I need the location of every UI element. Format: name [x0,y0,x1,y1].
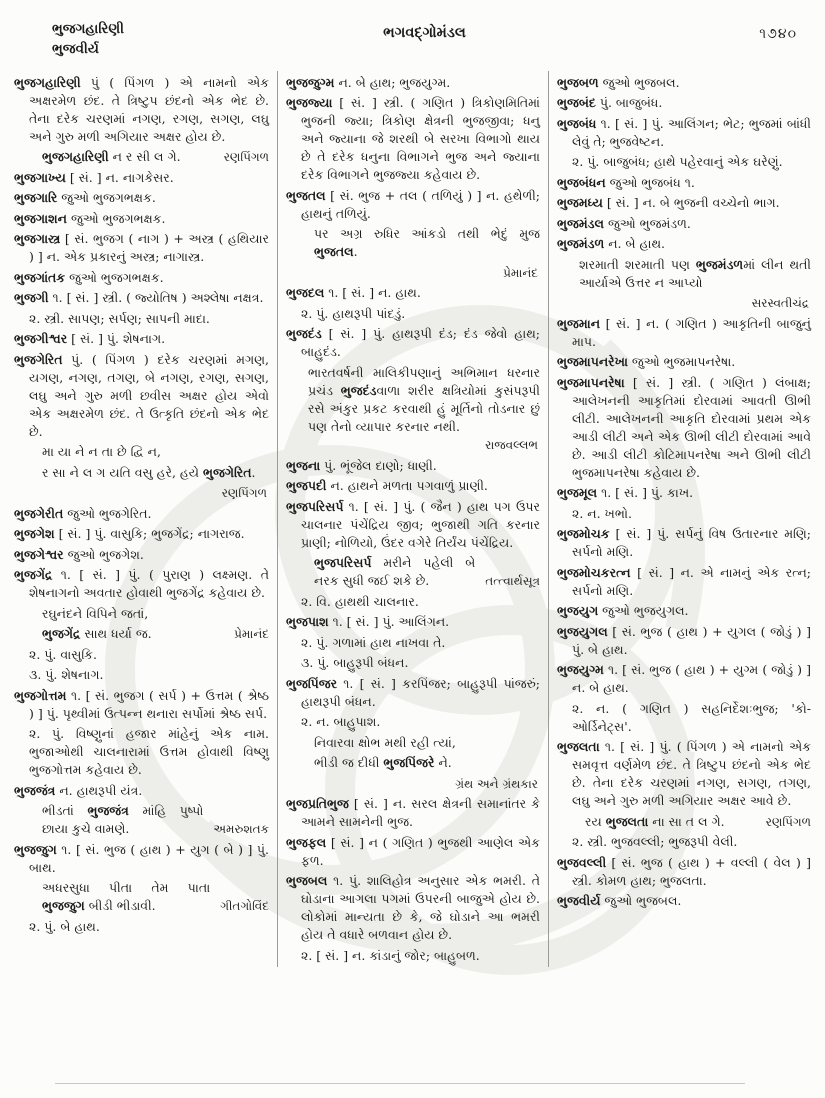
guide-words [52,20,272,59]
text-run: ન. બે હાથ; ભુજયુગ્મ. [334,74,451,90]
text-run: [ સં. ] ન. નાગકેસર. [65,169,174,185]
dict-entry [557,315,811,351]
dict-entry [557,525,811,561]
text-run: નિવારવા ક્ષોભ મથી રહી ત્યાં, [314,734,456,750]
text-run: ૨. પું. વાસુકિ. [29,646,97,662]
text-run: ૨. સ્ત્રી. ભુજવલ્લી; ભુજરૂપી વેલી. [572,834,738,850]
attribution-line [286,264,540,282]
headword: ભુજપ્રતિભુજ [286,796,349,812]
source-attribution: સરસ્વતીચંદ્ર [751,296,809,311]
text-run: ૨. પું. હાથરૂપી પાંદડું. [301,305,406,321]
text-run: ૧. [ સં. ] પું. આલિંગન; ભેટ; ભુજમાં બાંધી લેવું તે; ભુજવેષ્ટન. [572,115,811,149]
source-attribution: તત્ત્વાર્થસૂત્ર [485,573,540,588]
sense-line [286,947,540,965]
dict-entry [557,215,811,233]
text-run: સાથ ધર્યા જ. [80,626,152,642]
dict-entry [286,795,540,831]
headword: ભુજગીશ્વર [14,331,68,347]
headword: ભુજગાંતક [14,269,66,285]
headword: ભુજવલ્લી [557,854,607,870]
dict-entry [286,94,540,184]
sense-line [14,666,269,684]
sense-line [14,310,269,328]
text-run: ૨. પું. વિષ્ણુનાં હજાર માંહેનું એક નામ. ભુજાઓથી ચાલનારામાં ઉત્તમ હોવાથી વિષ્ણુ ભુજગોત્તમ કહેવાય છે. [29,726,269,778]
dict-entry [14,566,269,602]
dict-entry [557,374,811,482]
headword: ભુજમોચક [557,526,610,542]
dict-entry [14,330,269,348]
text-run: ન. બે હાથ. [604,236,666,252]
text-run: વાળા શરીર ક્ષત્રિયોમાં કુસંપરૂપી રસે અંકુર પ્રકટ કરવાથી હું મૂર્તિનો તોડનાર છું પણ તેનો વ્યાપાર કરનાર નથી. [308,382,540,434]
text-run: [ સં. ] ન. સરલ ક્ષેત્રની સમાનાંતર કે આમને સામનેની ભુજ. [301,796,540,830]
text-run: ૧. [ સં. ] પું. ( જૈન ) હાથ પગ ઉપર ચાલનાર પંચેંદ્રિય જીવ; ભુજાથી ગતિ કરનાર પ્રાણી; નોળિયો, ઉંદર વગેરે તિર્યંચ પંચેંદ્રિય. [301,498,540,550]
headword: ભુજપરિસર્પ [286,498,344,514]
headword: ભુજમોચકરત્ન [557,564,631,580]
attribution-line [308,436,540,454]
text-run: ૨. ન. બાહુપાશ. [301,714,381,730]
dict-entry [14,841,269,877]
dict-entry [14,210,269,228]
headword: ભુજમૂલ [557,485,598,501]
sense-line [14,725,269,779]
text-run: ન. હાથને મળતા પગવાળું પ્રાણી. [326,478,488,494]
headword: ભુજગાશન [14,210,67,226]
source-attribution: અમરુશતક [213,822,269,837]
text-run: ૧. પું. શાલિહોત્ર અનુસાર એક ભમરી. તે ઘોડાના આગલા પગમાં ઉપરની બાજુએ હોય છે. લોકોમાં માન્યતા છે કે, જે ઘોડાને આ ભમરી હોય તે વધારે બળવાન હોય છે. [301,873,540,943]
verse-line [314,754,540,772]
dict-entry [286,325,540,361]
dict-entry [14,169,269,187]
dict-entry [14,351,269,441]
text-run: જુઓ ભુજગભક્ષક. [66,210,166,226]
text-run: મરીને પહેલી બે નરક સુધી જઈ શકે છે. [314,555,476,589]
headword: ભુજપદી [286,478,327,494]
headword: ભુજબલ [286,873,328,889]
headword: ભુજગેરીત [14,505,64,521]
text-run: પું. ( પિંગળ ) દરેક ચરણમાં મગણ, યગણ, નગણ, તગણ, બે નગણ, રગણ, સગણ, લઘુ અને ગુરુ મળી છવીસ અક્ષર હોય એવો એક અક્ષરમેળ છંદ. તે ઉત્કૃતિ છંદનો એક ભેદ છે. [29,351,269,439]
bold-text-run: ભુજગેરિત [203,464,252,480]
source-attribution: રણપિંગળ [221,486,267,501]
guide-word-last: ભુજવીર્ય [52,40,99,57]
dict-entry [557,94,811,112]
text-run: ૩. પું. બાહુરૂપી બંધન. [301,655,409,671]
page-number: ૧૭૪૦ [759,26,797,42]
dict-entry [557,854,811,890]
dictionary-columns [0,65,825,967]
column-3 [548,71,819,967]
dict-entry [14,289,269,307]
text-run: ૧. [ સં. ] પું. આલિંગન. [328,614,450,630]
headword: ભુજદલ [286,285,325,301]
text-run: ના સા ત લ ગે. [648,813,725,829]
bold-text-run: ભુજગેંદ્ર [42,626,81,642]
text-run: ૧. [ સં. ] સ્ત્રી. ( જ્યોતિષ ) અશ્લેષા નક્ષત્ર. [48,290,264,306]
bold-text-run: ભુજજંત્ર [87,803,129,819]
headword: ભુજબંદ [557,95,596,111]
dict-entry [286,284,540,302]
text-run: ૧. [ સં. ] પું. ( પુરાણ ) લક્ષ્મણ. તે શેષનાગનો અવતાર હોવાથી ભુજગેંદ્ર કહેવાય છે. [29,567,269,601]
headword: ભુજના [286,457,321,473]
source-attribution: પ્રેમાનંદ [234,627,269,642]
dict-entry [557,623,811,659]
text-run: [ સં. ] પું. વાસુકિ; ભુજગેંદ્ર; નાગરાજ. [54,526,245,542]
headword: ભુજજંત્ર [14,782,56,798]
text-run: ભીડી જ દીધી [314,755,384,771]
sense-line [14,646,269,664]
dict-entry [557,74,811,92]
bold-text-run: ભુજજુગ [42,898,85,914]
headword: ભુજમધ્ય [557,195,603,211]
bold-text-run: ભુજપિંજરે [383,755,435,771]
text-run: [ સં. ] ન ( ગણિત ) ભુજથી આણેલ એક ફળ. [301,834,540,868]
verse-line [314,734,540,752]
text-run: જુઓ ભુજમાપનરેષા. [627,354,736,370]
text-run: ભીડતાં [42,803,88,819]
text-run: ન. હાથરૂપી યંત્ર. [55,782,143,798]
text-run: પું. ભૂંજેલ દાણો; ધાણી. [320,457,437,473]
source-attribution: ગીતગોવિંદ [220,899,269,914]
dict-entry [557,484,811,502]
headword: ભુજગાસ્ત્ર [14,231,61,247]
sense-line [557,700,811,736]
text-run: રય [585,813,606,829]
headword: ભુજગેંદ્ર [14,567,53,583]
dict-entry [286,477,540,495]
sense-line [14,918,269,936]
text-run: જુઓ ભુજયુગલ. [598,603,689,619]
verse-line [42,605,269,623]
verse-line [314,225,540,261]
text-run: [ સં. ભુજ ( હાથ ) + યુગલ ( જોડું ) ] પું. બે હાથ. [572,623,811,657]
bold-text-run: ભુજમંડળ [695,256,744,272]
headword: ભુજયુગ [557,603,599,619]
verse-line [42,443,269,461]
column-2 [277,71,548,967]
quote-line [308,364,540,454]
text-run: ૨. પું. ગળામાં હાથ નાખવા તે. [301,634,446,650]
text-run: ૨. પું. બાજુબંધ; હાથે પહેરવાનું એક ઘરેણું. [572,154,783,170]
headword: ભુજબળ [557,74,599,90]
dict-entry [14,687,269,723]
headword: ભુજલતા [557,739,600,755]
text-run: ૧. [ સં. ભુજગ ( સર્પ ) + ઉત્તમ ( શ્રેષ્ઠ ) ] પું. પૃથ્વીમાં ઉત્પન્ન થનારા સર્પોમાં શ્રેષ્ઠ સર્પ. [29,687,269,721]
headword: ભુજમંડળ [557,236,605,252]
text-run: ને. [434,755,452,771]
sense-line [557,153,811,171]
text-run: . [251,464,256,480]
text-run: જુઓ ભુજગેશ. [63,546,144,562]
source-attribution: પ્રેમાનંદ [503,265,538,280]
text-run: પું. બાજુબંધ. [595,95,663,111]
text-run: ૧. [ સં. ભુજ ( હાથ ) + યુગ ( બે ) ] પું. બાથ. [29,841,269,875]
text-run: . [353,244,358,260]
text-run: ૧. [ સં. ] ન. હાથ. [324,285,421,301]
text-run: માં લીન થતી આર્યાએ ઉત્તર ન આપ્યો [579,256,811,290]
dict-entry [286,675,540,711]
headword: ભુજવીર્ય [557,893,601,909]
text-run: [ સં. ] સ્ત્રી. ( ગણિત ) ત્રિકોણમિતિમાં ભુજની જ્યા; ત્રિકોણ ક્ષેત્રની ભુજજીવા; ધનુ અને જ્યાના જે શરથી બે સરખા વિભાગો થાય છે તે દરેક ધનુના વિભાગને ભુજ અને જ્યાના દરેક વિભાગને ભુજજ્યા કહેવાય છે. [301,95,540,183]
text-run: ૨. ન. ( ગણિત ) સહનિર્દેશઃભુજ; 'કો-ઓર્ડિનેટ્સ'. [572,700,811,734]
dict-entry [14,525,269,543]
text-run: [ સં. ] પું. સર્પનું વિષ ઉતારનાર મણિ; સર્પનો મણિ. [572,526,811,560]
text-run: પર અગ્ર રુધિર આંકડો તથી ભેદું મુજ [314,226,540,242]
text-run: ન ર સી લ ગે. [108,149,181,165]
verse-line [42,879,269,915]
headword: ભુજગહારિણી [14,74,81,90]
verse-line [314,554,540,590]
headword: ભુજગોત્તમ [14,687,67,703]
sense-line [286,593,540,611]
headword: ભુજફલ [286,834,327,850]
text-run: [ સં. ] ન. ( ગણિત ) આકૃતિની બાજુનું માપ. [572,315,811,349]
dict-entry [14,505,269,523]
dict-entry [14,189,269,207]
sense-line [286,713,540,731]
text-run: રઘુનંદને વિપિને જતાં, [42,605,149,621]
column-1 [6,71,277,967]
text-run: બીડી ભીડાવી. [84,898,156,914]
text-run: ૨. [ સં. ] ન. કાંડાનું જોર; બાહુબળ. [301,947,480,963]
text-run: ૨. ન. ખભો. [572,505,632,521]
dict-entry [557,174,811,192]
text-run: માંહિ પુષ્પો છાયા કુચે વામણે. [42,803,204,837]
text-run: શરમાતી શરમાતી પણ [579,256,696,272]
sense-line [286,305,540,323]
text-run: ૧. [ સં. ] પું. કાખ. [597,485,694,501]
source-attribution: રણપિંગળ [765,814,811,829]
bold-text-run: ભુજગહારિણી [42,149,109,165]
text-run: [ સં. ભુજ ( હાથ ) + વલ્લી ( વેલ ) ] સ્ત્રી. કોમળ હાથ; ભુજલતા. [572,854,811,888]
dict-entry [14,269,269,287]
text-run: મા યા ને ન તા છે દ્વિ ન, [42,444,161,460]
dict-entry [557,353,811,371]
text-run: ર સા ને લ ગ યતિ વસુ હરે, હયે [42,464,204,480]
headword: ભુજમાપનરેષા [557,374,625,390]
dict-entry [286,187,540,223]
dict-entry [286,872,540,944]
attribution-line [14,484,269,502]
bold-text-run: ભુજપરિસર્પ [314,555,372,571]
text-run: ૨. વિ. હાથથી ચાલનાર. [301,593,419,609]
text-run: ભારતવર્ષની માલિકીપણાનું અભિમાન ધરનાર પ્રચંડ [308,364,540,398]
text-run: ૧. [ સં. ] કરપિંજર; બાહુરૂપી પાંજરું; હાથરૂપી બંધન. [301,675,540,709]
text-run: [ સં. ] સ્ત્રી. ( ગણિત ) લંબાક્ષ; આલેખનની આકૃતિમાં દોરવામાં આવતી ઊભી લીટી. આલેખનની આકૃતિ દોરવામાં પ્રથમ એક આડી લીટી અને એક ઊભી લીટી દોરવામાં આવે છે. આડી લીટી કોટિમાપનરેષા અને ઊભી લીટી ભુજમાપનરેષા કહેવાય છે. [572,374,811,480]
dict-entry [286,74,540,92]
dict-entry [14,782,269,800]
headword: ભુજપાશ [286,614,329,630]
headword: ભુજગાખ્ય [14,169,66,185]
dict-entry [14,230,269,266]
headword: ભુજગેશ [14,526,55,542]
dict-entry [557,564,811,600]
dict-entry [14,546,269,564]
text-run: પું ( પિંગળ ) એ નામનો એક અક્ષરમેળ છંદ. તે ત્રિષ્ટુપ છંદનો એક ભેદ છે. તેના દરેક ચરણમાં નગણ, રગણ, સગણ, લઘુ અને ગુરુ મળી અગિયાર અક્ષર હોય છે. [29,74,269,144]
verse-line [42,148,269,166]
text-run: [ સં. ] ન. એ નામનું એક રત્ન; સર્પનો મણિ. [572,564,811,598]
dict-entry [14,74,269,146]
text-run: જુઓ ભુજગભક્ષક. [65,269,164,285]
text-run: જુઓ ભુજબલ. [600,893,682,909]
headword: ભુજજુગ [14,841,57,857]
bold-text-run: ભુજતલ [314,244,354,260]
page-header [0,0,825,65]
dict-entry [557,235,811,253]
headword: ભુજયુગલ [557,623,608,639]
text-run: જુઓ ભુજગભક્ષક. [57,190,156,206]
sense-line [286,654,540,672]
headword: ભુજગેરિત [14,351,63,367]
dict-entry [557,738,811,810]
headword: ભુજયુગ્મ [557,662,604,678]
quote-line [579,256,811,292]
bold-text-run: ભુજદંડ [340,382,377,398]
dict-entry [557,661,811,697]
headword: ભુજમંડલ [557,215,604,231]
text-run: જુઓ ભુજબંધ ૧. [605,174,695,190]
text-run: ૩. પું. શેષનાગ. [29,667,104,683]
headword: ભુજબંધન [557,174,606,190]
text-run: [ સં. ભુજ + તલ ( તળિયું ) ] ન. હથેળી; હાથનું તળિયું. [301,187,540,221]
verse-line [42,625,269,643]
guide-word-first: ભુજગહારિણી [52,21,124,37]
text-run: [ સં. ] પું. હાથરૂપી દંડ; દંડ જેવો હાથ; બાહુદંડ. [301,326,540,360]
headword: ભુજબંધ [557,115,597,131]
text-run: ૨. સ્ત્રી. સાપણ; સર્પણ; સાપની માદા. [29,310,210,326]
attribution-line [557,294,811,312]
sense-line [286,634,540,652]
headword: ભુજતલ [286,187,326,203]
headword: ભુજગી [14,290,49,306]
dict-entry [557,194,811,212]
headword: ભુજમાન [557,315,601,331]
text-run: જુઓ ભુજગેરિત. [63,505,152,521]
headword: ભુજગારિ [14,190,58,206]
verse-line [42,802,269,838]
text-run: [ સં. ] ન. બે ભુજની વચ્ચેનો ભાગ. [602,195,780,211]
sense-line [557,505,811,523]
headword: ભુજજ્યા [286,95,333,111]
source-attribution: રાજવલ્લભ [485,437,538,452]
headword: ભુજગેશ્વર [14,546,64,562]
sense-line [557,833,811,851]
headword: ભુજમાપનરેખા [557,354,628,370]
dict-entry [557,602,811,620]
text-run: [ સં. ભુજગ ( નાગ ) + અસ્ત્ર ( હથિયાર ) ] ન. એક પ્રકારનું અસ્ત્ર; નાગાસ્ત્ર. [29,231,269,265]
text-run: અધરસુધા પીતા તેમ પાતા [42,880,211,896]
book-title: ભગવદ્ગોમંડલ [383,24,466,41]
verse-line [585,813,811,831]
dict-entry [557,115,811,151]
text-run: [ સં. ] પું. શેષનાગ. [67,331,166,347]
text-run: જુઓ ભુજબલ. [598,74,680,90]
headword: ભુજજુગ્મ [286,74,335,90]
bold-text-run: ભુજલતા [605,813,649,829]
text-run: ૧. [ સં. ભુજ ( હાથ ) + યુગ્મ ( જોડું ) ] ન. બે હાથ. [572,662,811,696]
bottom-rule [55,1083,745,1084]
dict-entry [557,892,811,910]
attribution-line [286,775,540,793]
dict-entry [286,498,540,552]
headword: ભુજપિંજર [286,675,338,691]
dict-entry [286,834,540,870]
text-run: ૧. [ સં. ] પું. ( પિંગળ ) એ નામનો એક સમવૃત્ત વર્ણમેળ છંદ. તે ત્રિષ્ટુપ છંદનો એક ભેદ છે. તેના દરેક ચરણમાં નગણ, સગણ, તગણ, લઘુ અને ગુરુ મળી અગિયાર અક્ષર આવે છે. [572,739,811,809]
headword: ભુજદંડ [286,326,322,342]
source-attribution: ગ્રંથ અને ગ્રંથકાર [455,776,538,791]
text-run: ૨. પું. બે હાથ. [29,918,100,934]
dict-entry [286,613,540,631]
verse-line [42,464,269,482]
text-run: જુઓ ભુજમંડળ. [603,215,691,231]
dict-entry [286,457,540,475]
source-attribution: રણપિંગળ [223,149,269,164]
